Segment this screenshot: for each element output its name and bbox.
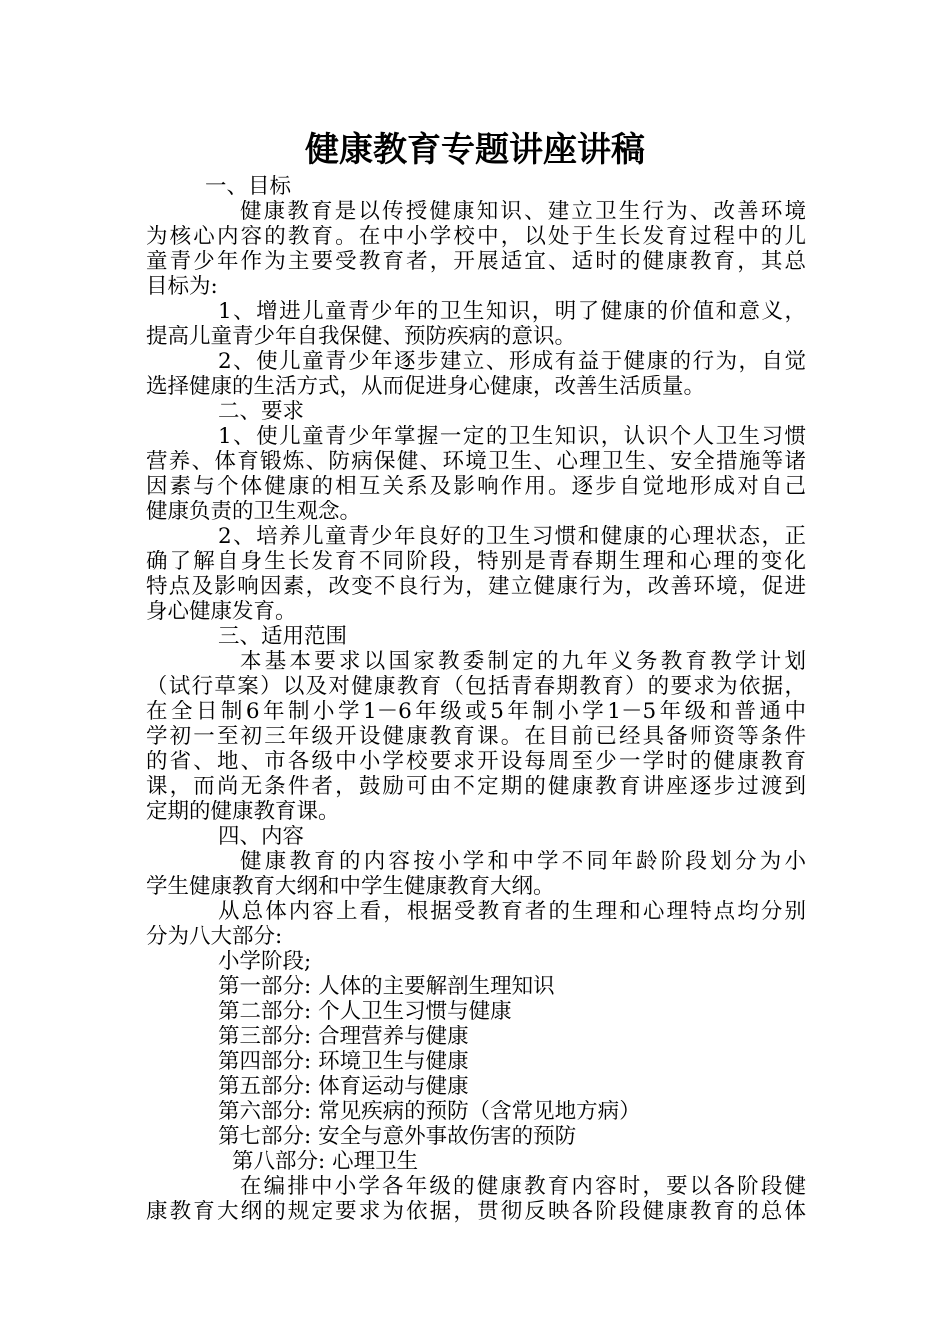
list-item: 第二部分: 个人卫生习惯与健康 bbox=[218, 1000, 512, 1024]
text-line: 童青少年作为主要受教育者，开展适宜、适时的健康教育，其总 bbox=[146, 250, 806, 274]
text-line: 目标为: bbox=[146, 275, 218, 299]
list-item: 第一部分: 人体的主要解剖生理知识 bbox=[218, 975, 555, 999]
text-line: 学生健康教育大纲和中学生健康教育大纲。 bbox=[146, 875, 555, 899]
text-line: 因素与个体健康的相互关系及影响作用。逐步自觉地形成对自己 bbox=[146, 475, 806, 499]
text-line: 本基本要求以国家教委制定的九年义务教育教学计划 bbox=[240, 650, 806, 674]
text-line: 的省、地、市各级中小学校要求开设每周至少一学时的健康教育 bbox=[146, 750, 806, 774]
text-line: 为核心内容的教育。在中小学校中，以处于生长发育过程中的儿 bbox=[146, 225, 806, 249]
text-line: 从总体内容上看，根据受教育者的生理和心理特点均分别 bbox=[218, 900, 806, 924]
text-line: 定期的健康教育课。 bbox=[146, 800, 340, 824]
text-line: 小学阶段; bbox=[218, 950, 312, 974]
text-line: 确了解自身生长发育不同阶段，特别是青春期生理和心理的变化 bbox=[146, 550, 806, 574]
list-item: 第六部分: 常见疾病的预防（含常见地方病） bbox=[218, 1100, 641, 1124]
text-line: 健康教育的内容按小学和中学不同年龄阶段划分为小 bbox=[240, 850, 806, 874]
list-item: 第四部分: 环境卫生与健康 bbox=[218, 1050, 469, 1074]
section-heading-content: 四、内容 bbox=[218, 825, 305, 849]
text-line: 1、增进儿童青少年的卫生知识，明了健康的价值和意义， bbox=[218, 300, 806, 324]
text-line: 2、使儿童青少年逐步建立、形成有益于健康的行为，自觉 bbox=[218, 350, 806, 374]
text-line: 身心健康发育。 bbox=[146, 600, 297, 624]
text-line: 特点及影响因素，改变不良行为，建立健康行为，改善环境，促进 bbox=[146, 575, 806, 599]
text-line: 提高儿童青少年自我保健、预防疾病的意识。 bbox=[146, 325, 577, 349]
text-line: 选择健康的生活方式，从而促进身心健康，改善生活质量。 bbox=[146, 375, 706, 399]
text-line: （试行草案）以及对健康教育（包括青春期教育）的要求为依据， bbox=[146, 675, 806, 699]
list-item: 第八部分: 心理卫生 bbox=[232, 1150, 419, 1174]
text-line: 健康教育是以传授健康知识、建立卫生行为、改善环境 bbox=[240, 200, 806, 224]
text-line: 在全日制6年制小学1－6年级或5年制小学1－5年级和普通中 bbox=[146, 700, 806, 724]
text-line: 营养、体育锻炼、防病保健、环境卫生、心理卫生、安全措施等诸 bbox=[146, 450, 806, 474]
list-item: 第三部分: 合理营养与健康 bbox=[218, 1025, 469, 1049]
text-line: 康教育大纲的规定要求为依据，贯彻反映各阶段健康教育的总体 bbox=[146, 1200, 806, 1224]
text-line: 学初一至初三年级开设健康教育课。在目前已经具备师资等条件 bbox=[146, 725, 806, 749]
document-title: 健康教育专题讲座讲稿 bbox=[305, 130, 645, 170]
text-line: 课，而尚无条件者，鼓励可由不定期的健康教育讲座逐步过渡到 bbox=[146, 775, 806, 799]
text-line: 健康负责的卫生观念。 bbox=[146, 500, 362, 524]
text-line: 分为八大部分: bbox=[146, 925, 283, 949]
text-line: 1、使儿童青少年掌握一定的卫生知识，认识个人卫生习惯 bbox=[218, 425, 806, 449]
text-line: 在编排中小学各年级的健康教育内容时，要以各阶段健 bbox=[240, 1175, 806, 1199]
text-line: 2、培养儿童青少年良好的卫生习惯和健康的心理状态，正 bbox=[218, 525, 806, 549]
section-heading-goal: 一、目标 bbox=[205, 175, 292, 199]
list-item: 第七部分: 安全与意外事故伤害的预防 bbox=[218, 1125, 577, 1149]
list-item: 第五部分: 体育运动与健康 bbox=[218, 1075, 469, 1099]
section-heading-requirements: 二、要求 bbox=[218, 400, 305, 424]
section-heading-scope: 三、适用范围 bbox=[218, 625, 348, 649]
